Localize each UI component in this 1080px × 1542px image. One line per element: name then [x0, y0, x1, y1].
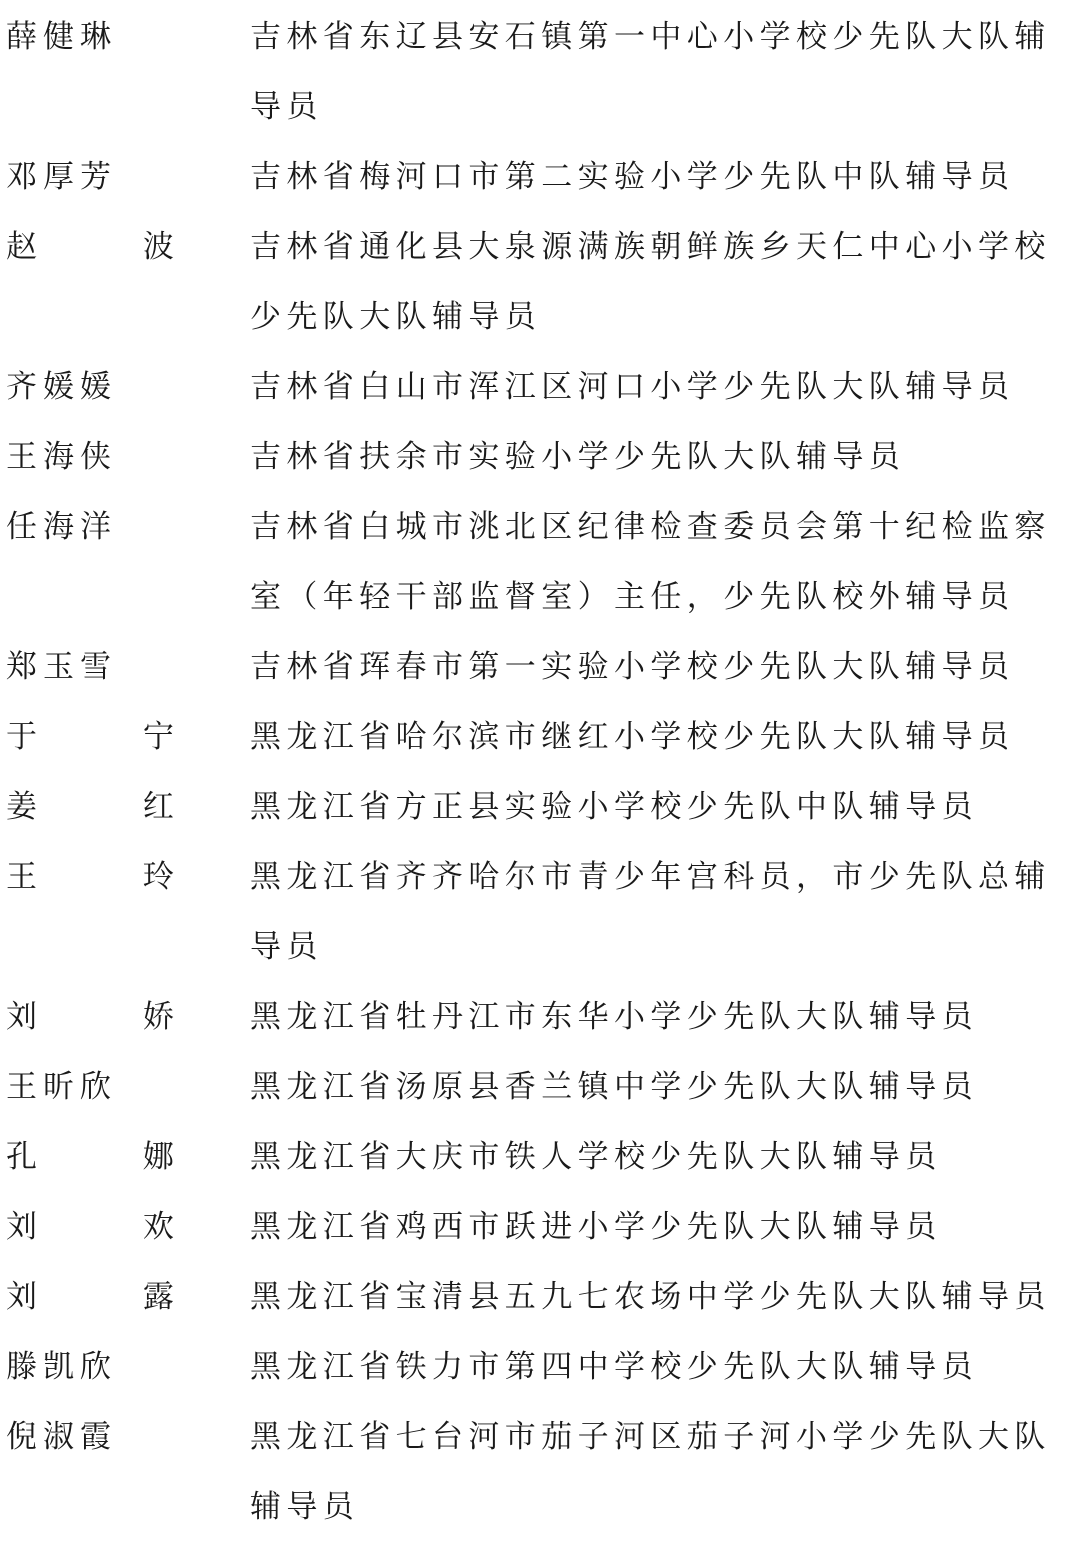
list-item	[0, 1052, 1080, 1122]
person-position: 吉林省通化县大泉源满族朝鲜族乡天仁中心小学校少先队大队辅导员	[250, 229, 1051, 335]
person-position: 吉林省珲春市第一实验小学校少先队大队辅导员	[250, 649, 1015, 685]
person-name: 王海侠	[6, 439, 117, 475]
person-name: 姜 红	[6, 789, 222, 825]
person-name: 刘 露	[6, 1279, 222, 1315]
list-item	[0, 982, 1080, 1052]
person-position: 黑龙江省汤原县香兰镇中学少先队大队辅导员	[250, 1069, 978, 1105]
person-name: 滕凯欣	[6, 1349, 117, 1385]
person-name: 刘 欢	[6, 1209, 222, 1245]
person-name: 倪淑霞	[6, 1419, 117, 1455]
list-item	[0, 492, 1080, 632]
person-position: 黑龙江省方正县实验小学校少先队中队辅导员	[250, 789, 978, 825]
list-item	[0, 1332, 1080, 1402]
person-position: 黑龙江省齐齐哈尔市青少年宫科员，市少先队总辅导员	[250, 859, 1051, 965]
list-item	[0, 1262, 1080, 1332]
person-name: 齐媛媛	[6, 369, 117, 405]
list-item	[0, 422, 1080, 492]
person-position: 黑龙江省牡丹江市东华小学少先队大队辅导员	[250, 999, 978, 1035]
person-name: 王昕欣	[6, 1069, 117, 1105]
person-name: 刘 娇	[6, 999, 222, 1035]
list-item	[0, 2, 1080, 142]
person-name: 王 玲	[6, 859, 222, 895]
person-position: 黑龙江省铁力市第四中学校少先队大队辅导员	[250, 1349, 978, 1385]
person-position: 吉林省东辽县安石镇第一中心小学校少先队大队辅导员	[250, 19, 1051, 125]
list-item	[0, 142, 1080, 212]
list-item	[0, 1192, 1080, 1262]
person-name: 赵 波	[6, 229, 222, 265]
person-name: 邓厚芳	[6, 159, 117, 195]
list-item	[0, 212, 1080, 352]
person-position: 黑龙江省宝清县五九七农场中学少先队大队辅导员	[250, 1279, 1051, 1315]
person-name: 任海洋	[6, 509, 117, 545]
list-item	[0, 632, 1080, 702]
list-item	[0, 842, 1080, 982]
person-name: 薛健琳	[6, 19, 117, 55]
person-position: 黑龙江省七台河市茄子河区茄子河小学少先队大队辅导员	[250, 1419, 1051, 1525]
list-item	[0, 352, 1080, 422]
person-name: 孔 娜	[6, 1139, 222, 1175]
person-position: 吉林省梅河口市第二实验小学少先队中队辅导员	[250, 159, 1015, 195]
person-position: 吉林省白山市浑江区河口小学少先队大队辅导员	[250, 369, 1015, 405]
person-position: 黑龙江省大庆市铁人学校少先队大队辅导员	[250, 1139, 942, 1175]
person-position: 吉林省白城市洮北区纪律检查委员会第十纪检监察室（年轻干部监督室）主任，少先队校外辅导员	[250, 509, 1051, 615]
person-position: 黑龙江省鸡西市跃进小学少先队大队辅导员	[250, 1209, 942, 1245]
list-item	[0, 772, 1080, 842]
person-position: 黑龙江省哈尔滨市继红小学校少先队大队辅导员	[250, 719, 1015, 755]
person-name: 郑玉雪	[6, 649, 117, 685]
person-name: 于 宁	[6, 719, 222, 755]
person-position: 吉林省扶余市实验小学少先队大队辅导员	[250, 439, 906, 475]
list-item	[0, 1402, 1080, 1542]
list-item	[0, 702, 1080, 772]
list-item	[0, 1122, 1080, 1192]
